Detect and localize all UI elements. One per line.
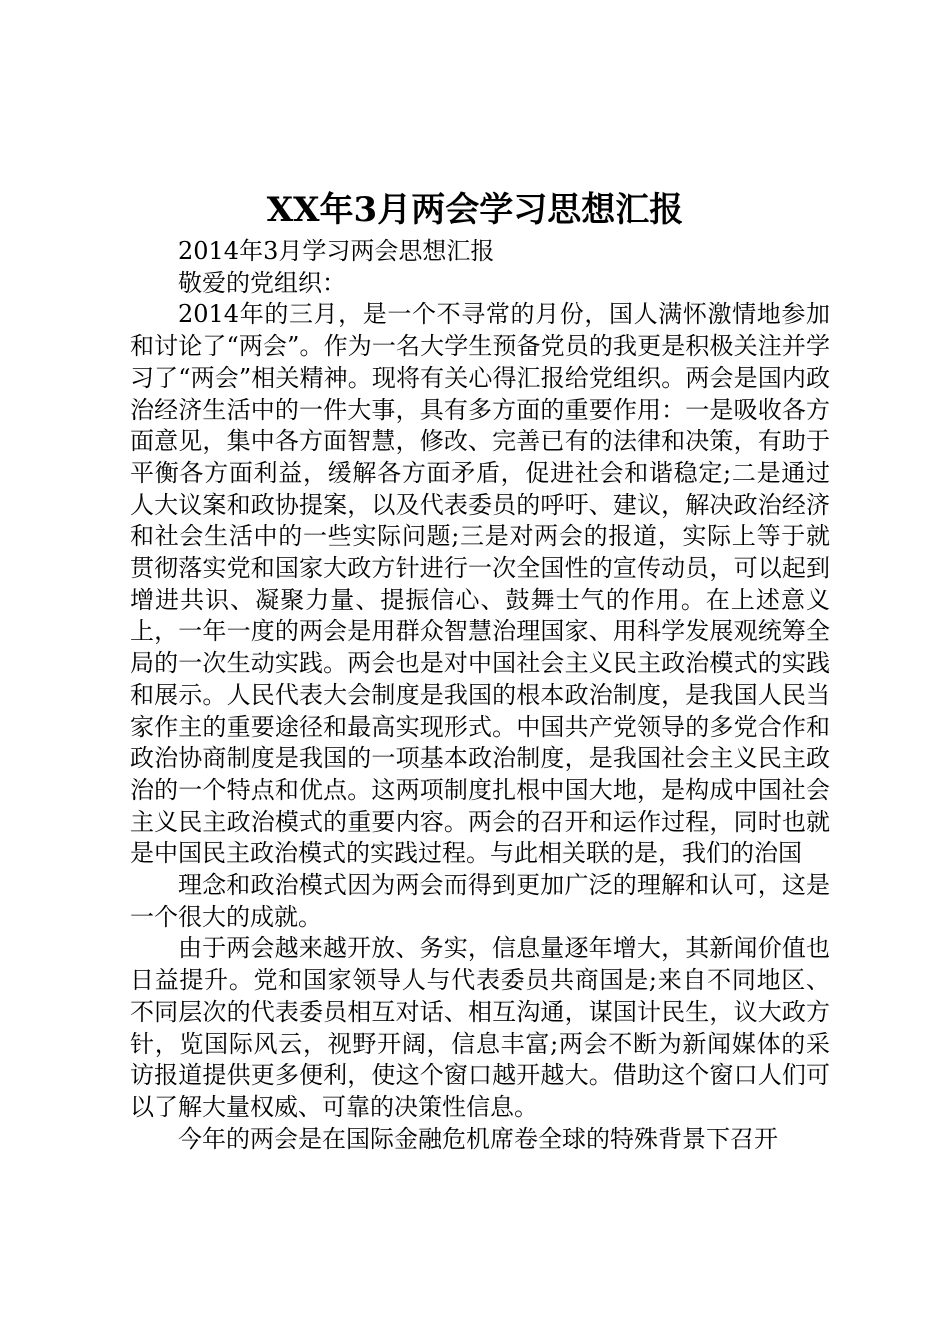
document-title: XX年3月两会学习思想汇报 [266,190,684,230]
body-paragraph: 由于两会越来越开放、务实，信息量逐年增大，其新闻价值也日益提升。党和国家领导人与代表委员共商国是;来自不同地区、不同层次的代表委员相互对话、相互沟通，谋国计民生，议大政方针，览国际风云，视野开阔，信息丰富;两会不断为新闻媒体的采访报道提供更多便利，使这个窗口越开越大。借助这个窗口人们可以了解大量权威、可靠的决策性信息。 [130,934,830,1121]
body-paragraph: 理念和政治模式因为两会而得到更加广泛的理解和认可，这是一个很大的成就。 [130,871,830,931]
subtitle-line: 2014年3月学习两会思想汇报 [178,237,495,265]
document-body [130,236,830,1155]
salutation: 敬爱的党组织： [178,268,346,297]
body-paragraph: 今年的两会是在国际金融危机席卷全球的特殊背景下召开 [178,1124,778,1153]
body-paragraph: 2014年的三月，是一个不寻常的月份，国人满怀激情地参加和讨论了“两会”。作为一名大学生预备党员的我更是积极关注并学习了“两会”相关精神。现将有关心得汇报给党组织。两会是国内政治经济生活中的一件大事，具有多方面的重要作用：一是吸收各方面意见，集中各方面智慧，修改、完善已有的法律和决策，有助于平衡各方面利益，缓解各方面矛盾，促进社会和谐稳定;二是通过人大议案和政协提案，以及代表委员的呼吁、建议，解决政治经济和社会生活中的一些实际问题;三是对两会的报道，实际上等于就贯彻落实党和国家大政方针进行一次全国性的宣传动员，可以起到增进共识、凝聚力量、提振信心、鼓舞士气的作用。在上述意义上，一年一度的两会是用群众智慧治理国家、用科学发展观统筹全局的一次生动实践。两会也是对中国社会主义民主政治模式的实践和展示。人民代表大会制度是我国的根本政治制度，是我国人民当家作主的重要途径和最高实现形式。中国共产党领导的多党合作和政治协商制度是我国的一项基本政治制度，是我国社会主义民主政治的一个特点和优点。这两项制度扎根中国大地，是构成中国社会主义民主政治模式的重要内容。两会的召开和运作过程，同时也就是中国民主政治模式的实践过程。与此相关联的是，我们的治国 [130,300,830,868]
